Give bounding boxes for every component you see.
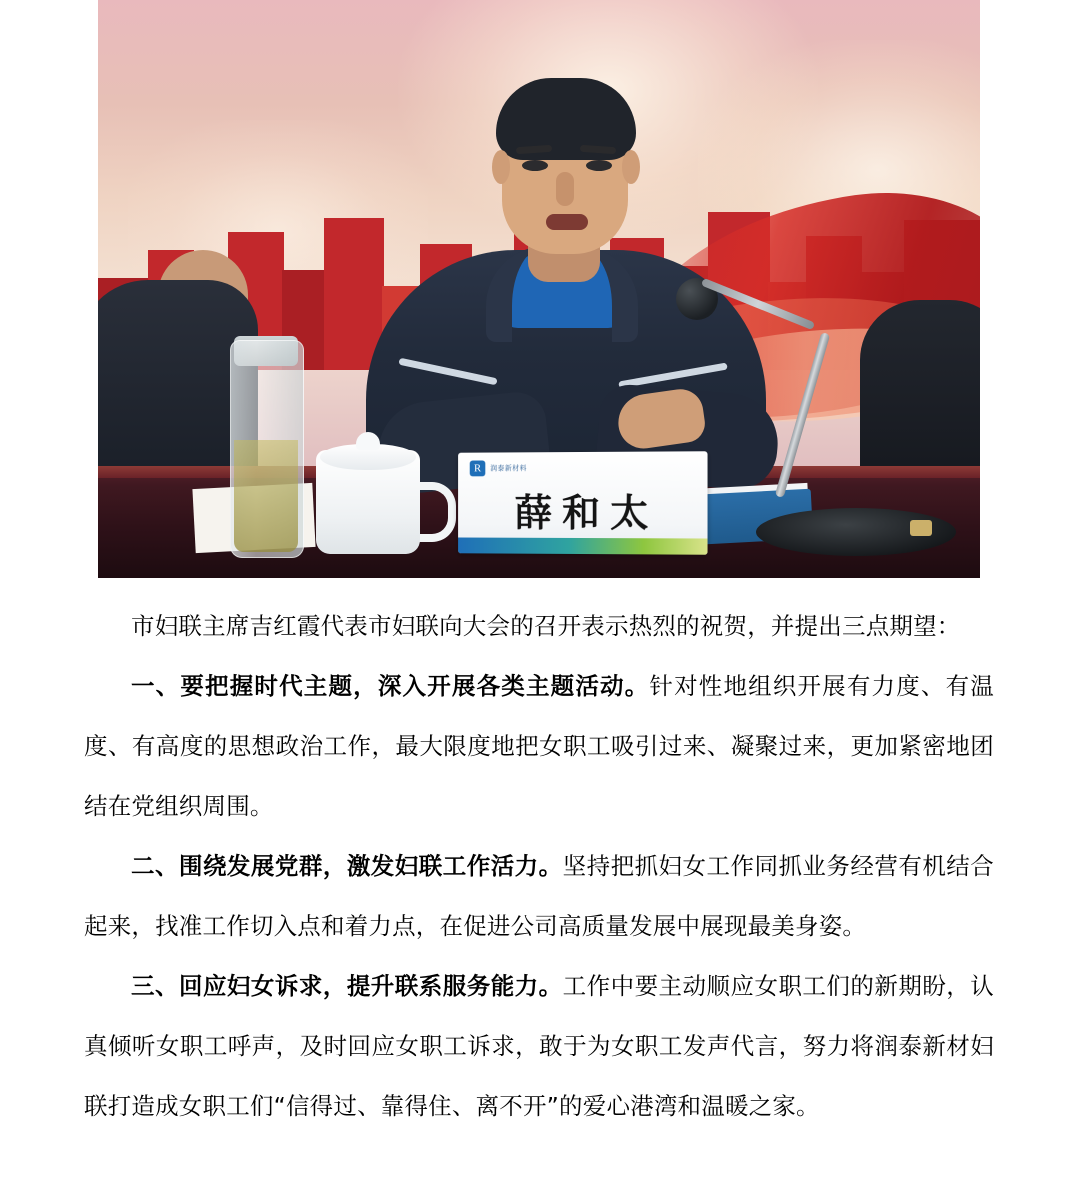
paragraph-text: 坚持把抓妇女工作同抓业务经营有机结合起来，找准工作切入点和着力点，在促进公司高质量发展中展现最美身姿。 [84, 852, 994, 940]
article-body [84, 596, 994, 1136]
name-plate-logo [470, 460, 527, 476]
paragraph-text: 针对性地组织开展有力度、有温度、有高度的思想政治工作，最大限度地把女职工吸引过来、凝聚过来，更加紧密地团结在党组织周围。 [84, 672, 994, 820]
tea-in-bottle [234, 440, 298, 552]
paragraph-text: 市妇联主席吉红霞代表市妇联向大会的召开表示热烈的祝贺，并提出三点期望： [131, 612, 961, 640]
paragraph-lead-bold: 二、围绕发展党群，激发妇联工作活力。 [131, 852, 563, 880]
name-plate-name: 薛和太 [514, 489, 659, 536]
speaker-eye [522, 160, 548, 171]
paragraph-point-two [84, 836, 994, 956]
meeting-photo [98, 0, 980, 578]
paragraph-point-three [84, 956, 994, 1136]
speaker-eye [586, 160, 612, 171]
speaker-nose [556, 172, 574, 206]
speaker-mouth [546, 214, 588, 230]
attendee-right [860, 300, 980, 490]
name-plate-color-bar [458, 537, 707, 554]
paragraph-intro [84, 596, 994, 656]
photo-backdrop [98, 0, 980, 578]
company-logo-icon: R [470, 460, 486, 476]
paragraph-point-one [84, 656, 994, 836]
name-plate [458, 451, 707, 555]
speaker-ear [492, 150, 510, 184]
speaker-ear [622, 150, 640, 184]
paragraph-lead-bold: 一、要把握时代主题，深入开展各类主题活动。 [131, 672, 650, 700]
company-name-text: 润泰新材料 [490, 465, 527, 473]
paragraph-lead-bold: 三、回应妇女诉求，提升联系服务能力。 [131, 972, 563, 1000]
teacup-lid-knob [356, 432, 380, 450]
paragraph-text: 工作中要主动顺应女职工们的新期盼，认真倾听女职工呼声，及时回应女职工诉求，敢于为女职工发声代言，努力将润泰新材妇联打造成女职工们“信得过、靠得住、离不开”的爱心港湾和温暖之家。 [84, 972, 994, 1120]
microphone-badge [910, 520, 932, 536]
